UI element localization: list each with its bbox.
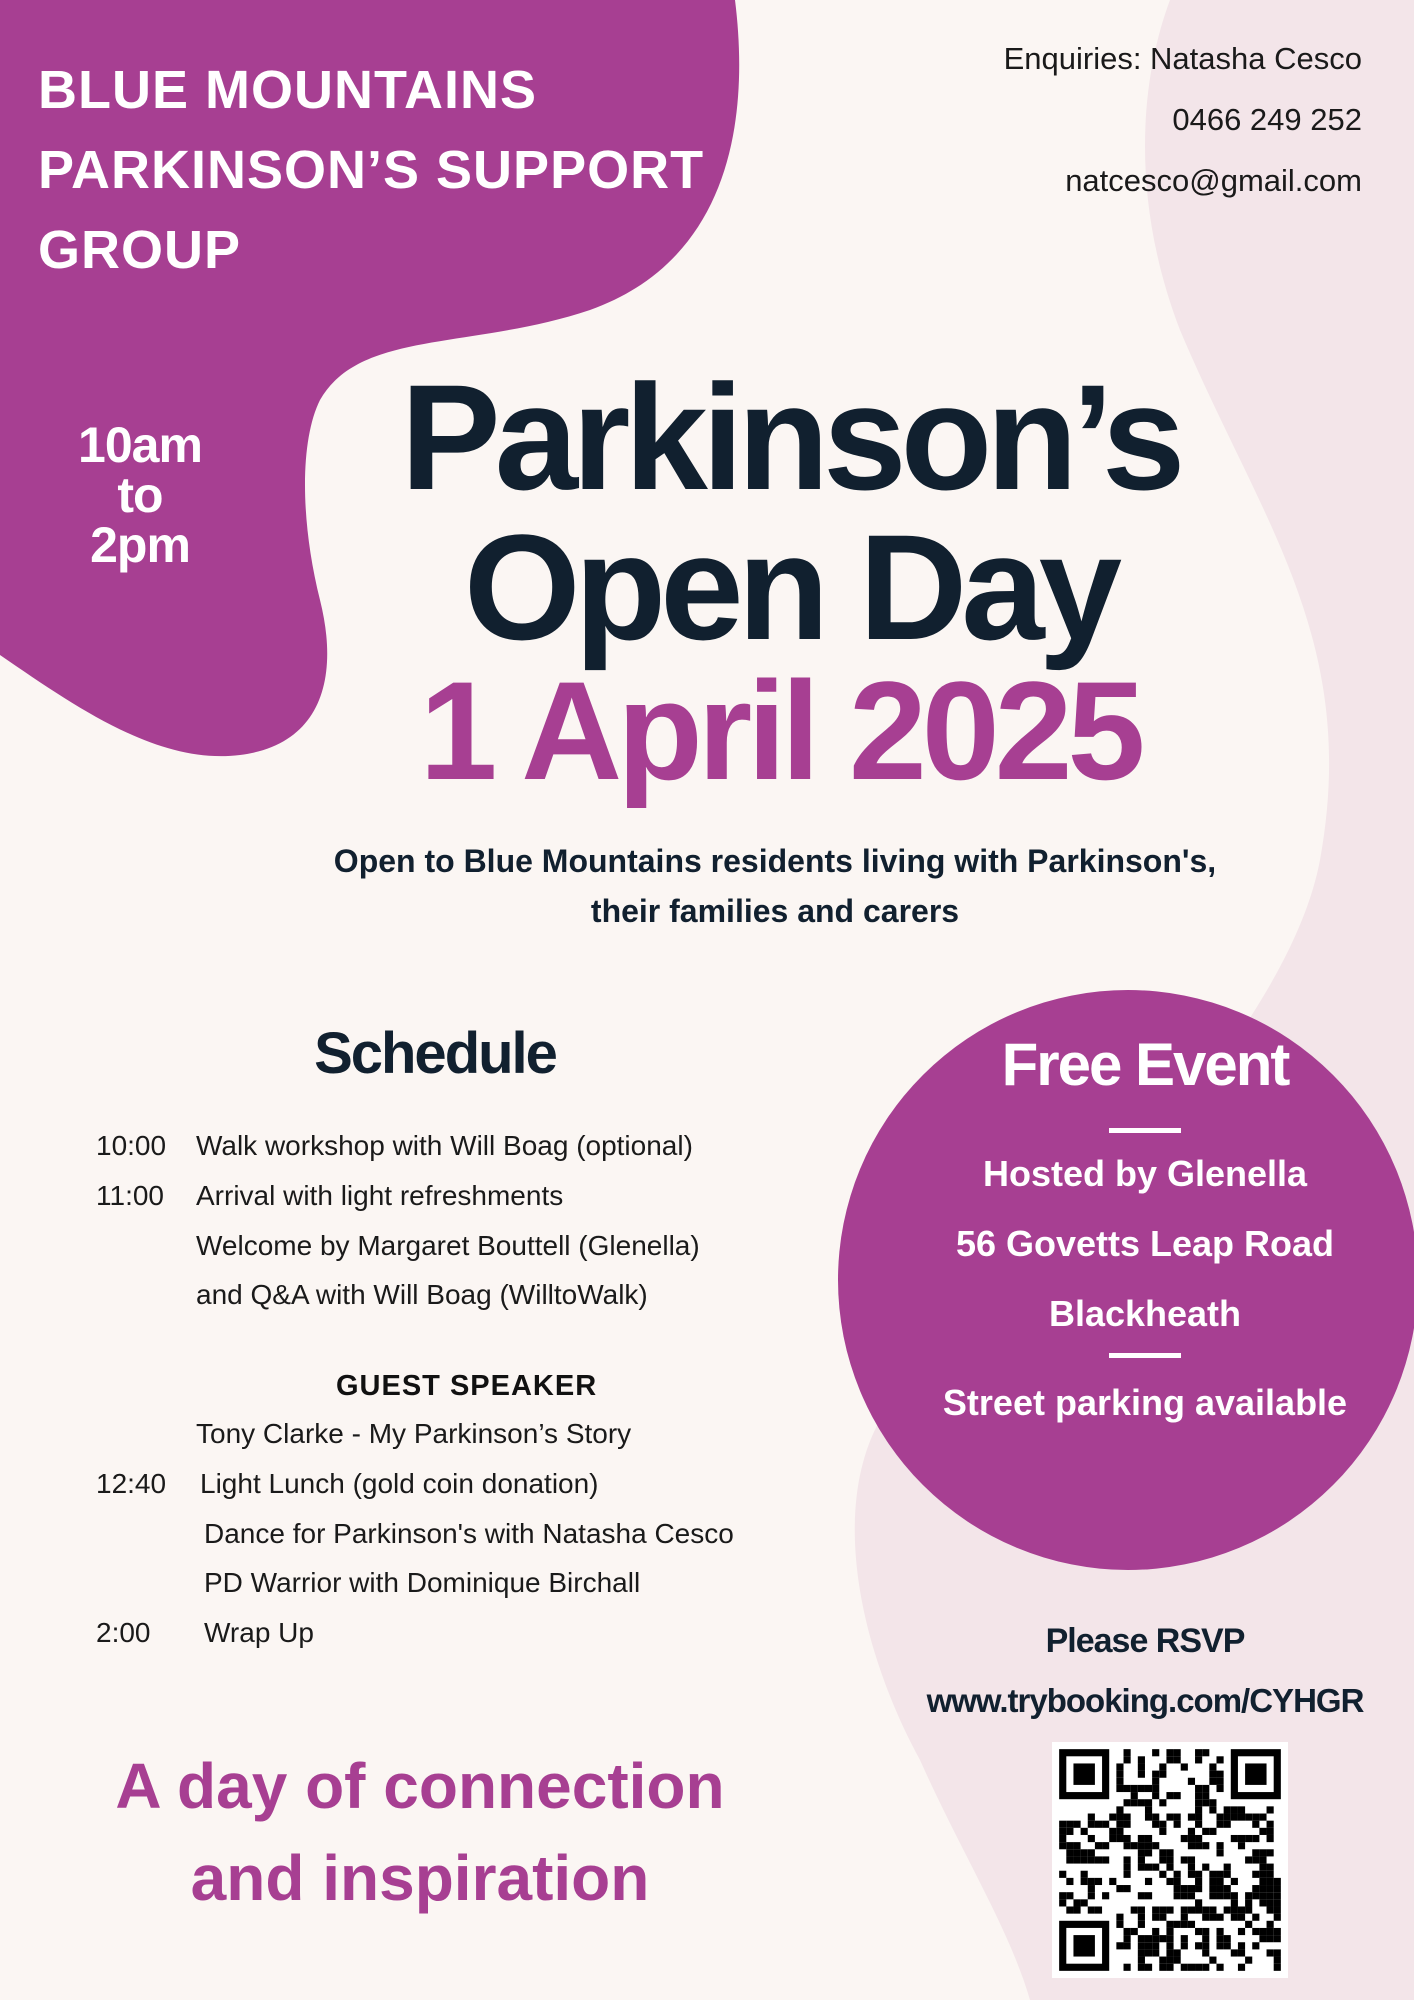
address-label: 56 Govetts Leap Road <box>955 1223 1335 1264</box>
org-line-3: GROUP <box>38 220 242 280</box>
schedule-text: Walk workshop with Will Boag (optional) <box>196 1130 693 1161</box>
org-line-1: BLUE MOUNTAINS <box>38 60 537 120</box>
parking-label: Street parking available <box>942 1382 1348 1423</box>
time-end: 2pm <box>90 517 190 573</box>
schedule-text: PD Warrior with Dominique Birchall <box>204 1567 641 1598</box>
rsvp-block <box>860 1616 1414 1736</box>
host-label: Hosted by Glenella <box>982 1153 1308 1194</box>
contact-phone[interactable]: 0466 249 252 <box>1172 102 1362 137</box>
contact-block <box>842 28 1362 211</box>
time-to: to <box>117 467 163 523</box>
schedule-text: and Q&A with Will Boag (WilltoWalk) <box>196 1279 648 1310</box>
guest-speaker-heading: GUEST SPEAKER <box>336 1370 598 1402</box>
schedule-time: 11:00 <box>96 1180 164 1211</box>
tagline-line-2: and inspiration <box>190 1842 650 1914</box>
schedule-time: 2:00 <box>96 1617 151 1648</box>
schedule-heading: Schedule <box>314 1021 556 1086</box>
time-start: 10am <box>78 417 202 473</box>
event-title <box>360 353 1220 671</box>
schedule-text: Wrap Up <box>204 1617 314 1648</box>
schedule-text: Arrival with light refreshments <box>196 1180 564 1211</box>
tagline-line-1: A day of connection <box>115 1750 725 1822</box>
schedule-time: 10:00 <box>96 1130 167 1161</box>
divider <box>1109 1353 1181 1358</box>
event-time <box>40 417 240 573</box>
rsvp-label: Please RSVP <box>1045 1622 1245 1660</box>
schedule-text: Welcome by Margaret Bouttell (Glenella) <box>196 1230 700 1261</box>
title-line-2: Open Day <box>463 503 1117 671</box>
audience-line-1: Open to Blue Mountains residents living with Parkinson's, <box>333 843 1217 879</box>
event-date: 1 April 2025 <box>419 652 1141 809</box>
qr-code-icon[interactable] <box>1052 1742 1288 1978</box>
suburb-label: Blackheath <box>1048 1293 1242 1334</box>
schedule-text: Tony Clarke - My Parkinson’s Story <box>196 1418 632 1449</box>
divider <box>1109 1128 1181 1133</box>
schedule-text: Light Lunch (gold coin donation) <box>200 1468 599 1499</box>
free-event-label: Free Event <box>1001 1031 1289 1098</box>
title-line-1: Parkinson’s <box>400 353 1180 521</box>
schedule-time: 12:40 <box>96 1468 167 1499</box>
contact-email[interactable]: natcesco@gmail.com <box>1065 163 1362 198</box>
org-line-2: PARKINSON’S SUPPORT <box>38 140 705 200</box>
rsvp-url[interactable]: www.trybooking.com/CYHGR <box>926 1682 1364 1719</box>
schedule-text: Dance for Parkinson's with Natasha Cesco <box>204 1518 734 1549</box>
audience-line-2: their families and carers <box>590 893 960 929</box>
contact-enquiries: Enquiries: Natasha Cesco <box>1003 41 1362 76</box>
tagline <box>60 1740 780 1924</box>
audience-text <box>230 836 1320 936</box>
organization-name <box>38 50 718 290</box>
venue-info <box>840 1020 1414 1438</box>
